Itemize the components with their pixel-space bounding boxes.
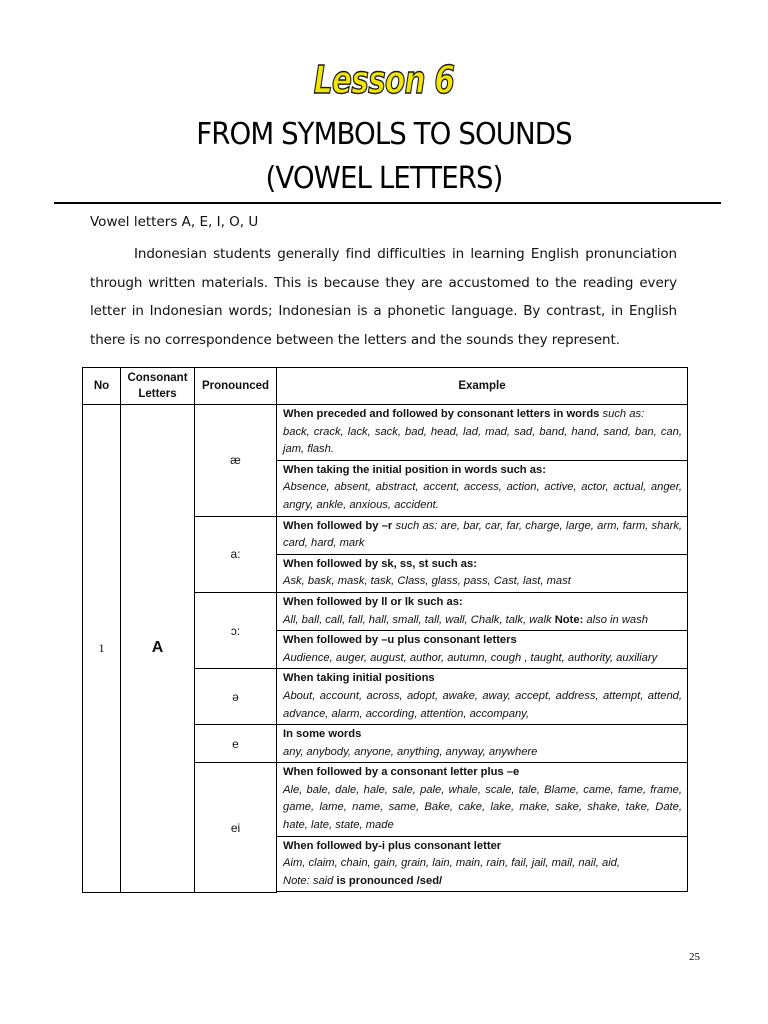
example-words: All, ball, call, fall, hall, small, tall, wall, Chalk, talk, walk bbox=[283, 613, 552, 626]
lesson-label: Lesson 6 bbox=[313, 58, 455, 102]
example-cell bbox=[277, 725, 688, 763]
example-cell bbox=[277, 516, 688, 554]
example-rule: When preceded and followed by consonant letters in words bbox=[283, 408, 600, 420]
page-number: 25 bbox=[689, 951, 700, 963]
example-note-suffix: is pronounced /sed/ bbox=[333, 874, 443, 887]
example-words: Aim, claim, chain, gain, grain, lain, main, rain, fail, jail, mail, nail, aid, bbox=[283, 857, 621, 870]
example-suffix: such as: bbox=[599, 408, 645, 420]
header-pronounced: Pronounced bbox=[195, 368, 277, 405]
example-words: Absence, absent, abstract, accent, access, action, active, actor, actual, anger, angry, ankle, anxious, accident. bbox=[283, 481, 682, 511]
example-words: Ask, bask, mask, task, Class, glass, pass, Cast, last, mast bbox=[283, 575, 571, 588]
sound-e: e bbox=[195, 725, 277, 763]
row-number: 1 bbox=[83, 405, 121, 893]
example-rule: When followed by a consonant letter plus –e bbox=[283, 766, 520, 779]
example-words: back, crack, lack, sack, bad, head, lad, mad, sad, band, hand, sand, ban, can, jam, flash. bbox=[283, 425, 682, 456]
intro-paragraph: Indonesian students generally find difficulties in learning English pronunciation through written materials. This is because they are accustomed to the reading every letter in Indonesian words; Indonesian is a phonetic language. By contrast, in English there is no correspondence between the letters and the sounds they represent. bbox=[90, 246, 677, 348]
page-subtitle: (VOWEL LETTERS) bbox=[265, 161, 503, 196]
example-rule: When followed by-i plus consonant letter bbox=[283, 839, 502, 852]
example-rule: When followed by –r bbox=[283, 519, 393, 532]
example-words: Ale, bale, dale, hale, sale, pale, whale, scale, tale, Blame, came, fame, frame, game, lame, name, same, Bake, cake, lake, make, sake, shake, take, Date, hate, late, state, made bbox=[283, 783, 682, 832]
example-words: such as: are, bar, car, far, charge, large, arm, farm, shark, card, hard, mark bbox=[283, 519, 682, 550]
vowel-table bbox=[82, 367, 688, 893]
example-rule: When taking initial positions bbox=[283, 672, 435, 685]
sound-open-o: ɔ: bbox=[195, 592, 277, 668]
example-cell bbox=[277, 836, 688, 892]
example-rule: When followed by –u plus consonant letters bbox=[283, 634, 517, 647]
example-note-words: also in wash bbox=[583, 613, 648, 626]
header-no: No bbox=[83, 368, 121, 405]
table-header-row bbox=[83, 368, 688, 405]
example-rule: When followed by sk, ss, st such as: bbox=[283, 557, 477, 570]
example-cell bbox=[277, 554, 688, 592]
example-note: Note: said bbox=[283, 874, 334, 887]
page-title: FROM SYMBOLS TO SOUNDS bbox=[196, 117, 572, 152]
example-rule: In some words bbox=[283, 728, 362, 741]
table-row bbox=[83, 405, 688, 461]
vowel-letter: A bbox=[121, 405, 195, 893]
example-cell bbox=[277, 669, 688, 725]
example-cell bbox=[277, 592, 688, 630]
sound-a-long: a: bbox=[195, 516, 277, 592]
sound-ae: æ bbox=[195, 405, 277, 517]
example-cell bbox=[277, 763, 688, 836]
example-cell bbox=[277, 405, 688, 461]
example-cell bbox=[277, 631, 688, 669]
example-cell bbox=[277, 460, 688, 516]
example-rule: When taking the initial position in words such as: bbox=[283, 463, 546, 476]
title-divider bbox=[54, 202, 721, 204]
example-words: Audience, auger, august, author, autumn, cough , taught, authority, auxiliary bbox=[283, 651, 658, 664]
sound-ei: ei bbox=[195, 763, 277, 893]
intro-heading: Vowel letters A, E, I, O, U bbox=[90, 214, 259, 230]
example-words: any, anybody, anyone, anything, anyway, anywhere bbox=[283, 745, 538, 758]
sound-schwa: ə bbox=[195, 669, 277, 725]
example-rule: When followed by ll or lk such as: bbox=[283, 595, 463, 608]
header-example: Example bbox=[277, 368, 688, 405]
header-consonant: Consonant Letters bbox=[121, 368, 195, 405]
example-note: Note: bbox=[551, 613, 584, 626]
example-words: About, account, across, adopt, awake, away, accept, address, attempt, attend, advance, alarm, according, attention, accompany, bbox=[283, 689, 682, 720]
